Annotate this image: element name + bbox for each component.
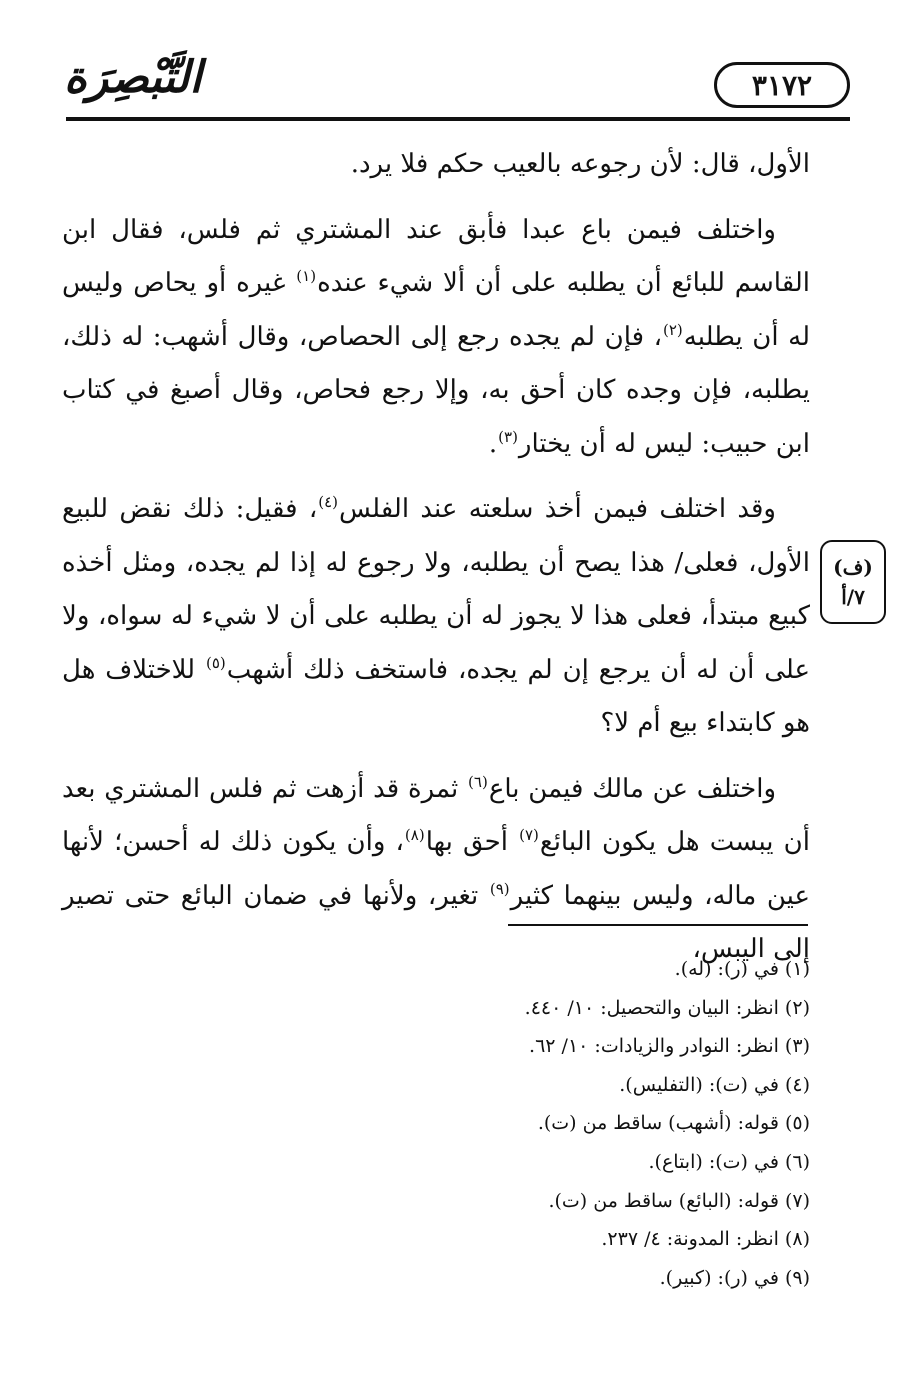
page-header	[62, 50, 850, 120]
margin-note-folio: ٧/أ	[841, 585, 865, 609]
main-text	[62, 138, 810, 989]
paragraph-text: ثمرة قد أزهت ثم فلس المشتري بعد أن يبست هل يكون البائع	[62, 773, 810, 857]
margin-note-source: (ف)	[833, 555, 873, 579]
book-title: التَّبْصِرَة	[64, 52, 202, 103]
paragraph-text: ، فقيل: ذلك نقض للبيع الأول، فعلى/ هذا يصح أن يطلبه، ولا رجوع له إذا لم يجده، ومثل أخذه كبيع مبتدأ، فعلى هذا لا يجوز له أن يطلبه على أن لا شيء له سواه، ولا على أن له أن يرجع إن لم يجده، فاستخف ذلك أشهب	[62, 494, 811, 685]
footnote: (٢) انظر: البيان والتحصيل: ١٠/ ٤٤٠.	[524, 996, 810, 1019]
paragraph-text: .	[488, 428, 498, 459]
paragraph-text: وقد اختلف فيمن أخذ سلعته عند الفلس	[339, 494, 776, 524]
paragraph-text: ، فإن لم يجده رجع إلى الحصاص، وقال أشهب: له ذلك، يطلبه، فإن وجده كان أحق به، وإلا رجع فحاص، وقال أصبغ في كتاب ابن حبيب: ليس له أن يختار	[62, 321, 810, 459]
paragraph	[62, 138, 810, 192]
paragraph-text: تغير، ولأنها في ضمان البائع حتى تصير إلى اليبس،	[62, 880, 810, 964]
paragraph	[62, 204, 810, 472]
footnote: (٨) انظر: المدونة: ٤/ ٢٣٧.	[601, 1228, 810, 1251]
paragraph-text: ، وأن يكون ذلك له أحسن؛ لأنها عين ماله، وليس بينهما كثير	[62, 827, 811, 911]
footnote-marker: (٤)	[318, 493, 339, 511]
footnote-marker: (٧)	[519, 826, 539, 844]
paragraph-text: واختلف عن مالك فيمن باع	[488, 773, 777, 804]
paragraph	[62, 763, 810, 977]
header-rule	[66, 117, 850, 121]
footnote: (٧) قوله: (البائع) ساقط من (ت).	[548, 1189, 810, 1212]
paragraph	[62, 483, 810, 751]
footnote-rule	[508, 924, 808, 926]
footnote-marker: (٣)	[498, 427, 518, 446]
footnote: (٣) انظر: النوادر والزيادات: ١٠/ ٦٢.	[529, 1035, 810, 1058]
paragraph-text: الأول، قال: لأن رجوعه بالعيب حكم فلا يرد.	[350, 149, 810, 179]
paragraph-text: واختلف فيمن باع عبدا فأبق عند المشتري ثم فلس، فقال ابن القاسم للبائع أن يطلبه على أن ألا شيء عنده	[62, 214, 811, 298]
footnote-marker: (٦)	[468, 772, 488, 791]
footnotes	[300, 950, 810, 1297]
page-number: ٣١٧٢	[714, 62, 850, 108]
footnote: (٩) في (ر): (كبير).	[659, 1266, 810, 1289]
footnote: (١) في (ر): (له).	[674, 958, 810, 980]
footnote: (٦) في (ت): (ابتاع).	[648, 1150, 810, 1173]
footnote-marker: (٩)	[489, 879, 510, 898]
footnote: (٤) في (ت): (التفليس).	[619, 1073, 810, 1096]
paragraph-text: غيره أو يحاص وليس له أن يطلبه	[62, 268, 810, 352]
footnote-marker: (٨)	[404, 826, 425, 844]
footnote: (٥) قوله: (أشهب) ساقط من (ت).	[537, 1112, 810, 1135]
footnote-marker: (٥)	[205, 653, 226, 672]
paragraph-text: أحق بها	[425, 827, 519, 857]
footnote-marker: (١)	[296, 267, 317, 285]
paragraph-text: للاختلاف هل هو كابتداء بيع أم لا؟	[62, 654, 810, 738]
footnote-marker: (٢)	[663, 320, 683, 339]
margin-note	[820, 540, 886, 624]
